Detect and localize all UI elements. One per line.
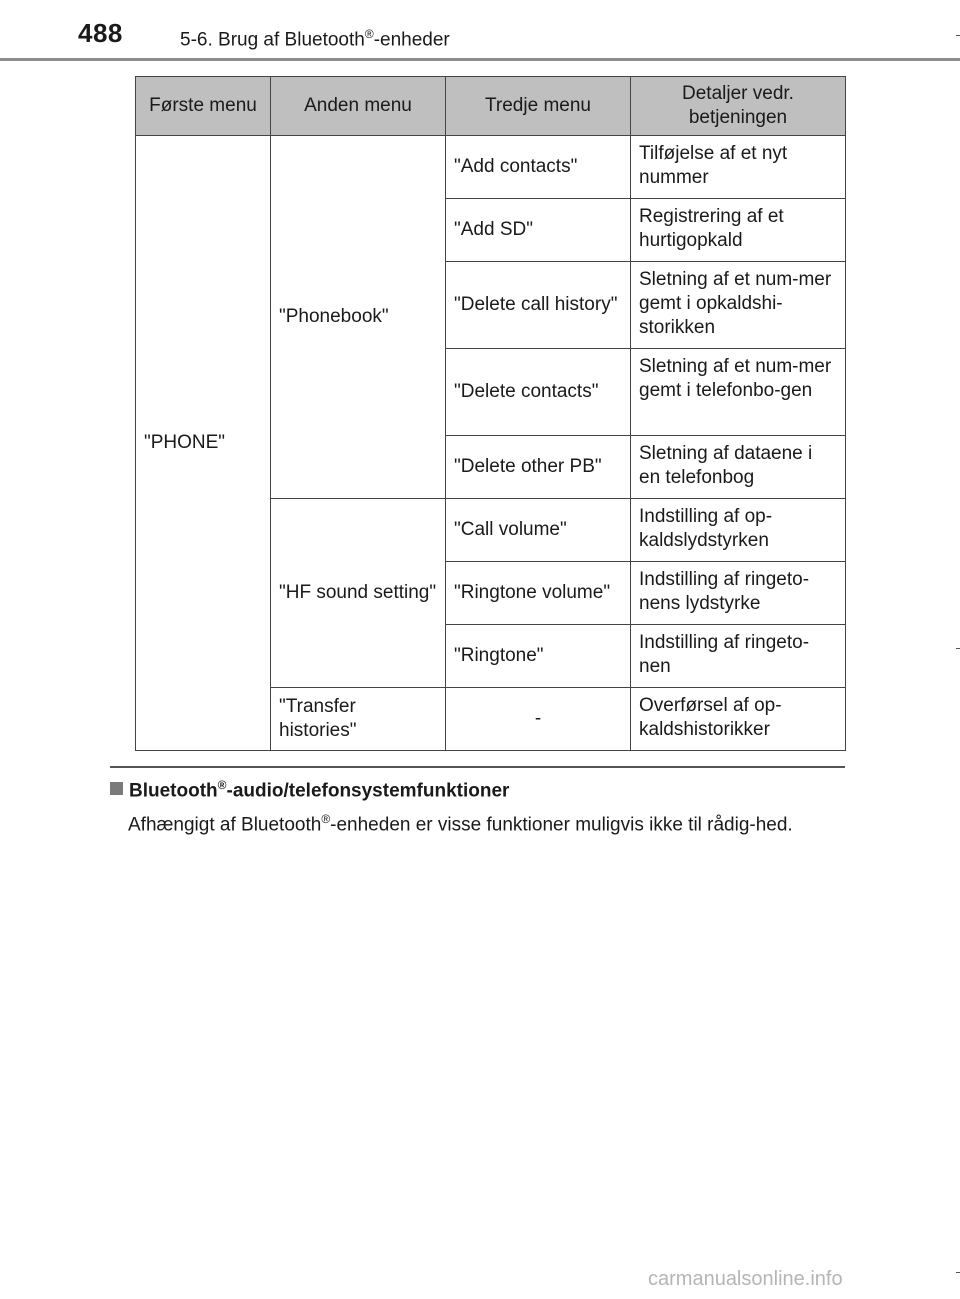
page-number: 488 (78, 18, 123, 48)
third-menu-cell: - (446, 688, 631, 751)
third-menu-cell: "Ringtone volume" (446, 562, 631, 625)
third-menu-cell: "Delete other PB" (446, 436, 631, 499)
watermark: carmanualsonline.info (648, 1268, 843, 1290)
column-header: Anden menu (271, 77, 446, 136)
detail-cell: Sletning af dataene i en telefonbog (631, 436, 846, 499)
second-menu-cell: "HF sound setting" (271, 499, 446, 688)
column-header: Første menu (136, 77, 271, 136)
section-title: 5-6. Brug af Bluetooth®-enheder (180, 27, 450, 51)
detail-cell: Indstilling af ringeto-nens lydstyrke (631, 562, 846, 625)
detail-cell: Registrering af et hurtigopkald (631, 199, 846, 262)
note-section (110, 766, 845, 839)
table-header-row (136, 77, 846, 136)
column-header: Tredje menu (446, 77, 631, 136)
column-header: Detaljer vedr. betjeningen (631, 77, 846, 136)
table-row (136, 136, 846, 199)
detail-cell: Overførsel af op-kaldshistorikker (631, 688, 846, 751)
third-menu-cell: "Delete call history" (446, 262, 631, 349)
first-menu-cell: "PHONE" (136, 136, 271, 751)
detail-cell: Sletning af et num-mer gemt i telefonbo-gen (631, 349, 846, 436)
second-menu-cell: "Phonebook" (271, 136, 446, 499)
note-rule (110, 766, 845, 768)
note-body: Afhængigt af Bluetooth®-enheden er visse funktioner muligvis ikke til rådig-hed. (128, 812, 793, 836)
margin-tick (956, 1272, 960, 1273)
detail-cell: Sletning af et num-mer gemt i opkaldshi-storikken (631, 262, 846, 349)
margin-tick (956, 648, 960, 649)
detail-cell: Tilføjelse af et nyt nummer (631, 136, 846, 199)
third-menu-cell: "Call volume" (446, 499, 631, 562)
square-bullet-icon (110, 782, 123, 795)
second-menu-cell: "Transfer histories" (271, 688, 446, 751)
third-menu-cell: "Ringtone" (446, 625, 631, 688)
third-menu-cell: "Add contacts" (446, 136, 631, 199)
menu-table (135, 76, 846, 751)
detail-cell: Indstilling af ringeto-nen (631, 625, 846, 688)
page-header (0, 0, 960, 62)
margin-tick (956, 35, 960, 36)
third-menu-cell: "Add SD" (446, 199, 631, 262)
header-rule (0, 58, 960, 61)
note-title: Bluetooth®-audio/telefonsystemfunktioner (110, 778, 845, 802)
third-menu-cell: "Delete contacts" (446, 349, 631, 436)
detail-cell: Indstilling af op-kaldslydstyrken (631, 499, 846, 562)
